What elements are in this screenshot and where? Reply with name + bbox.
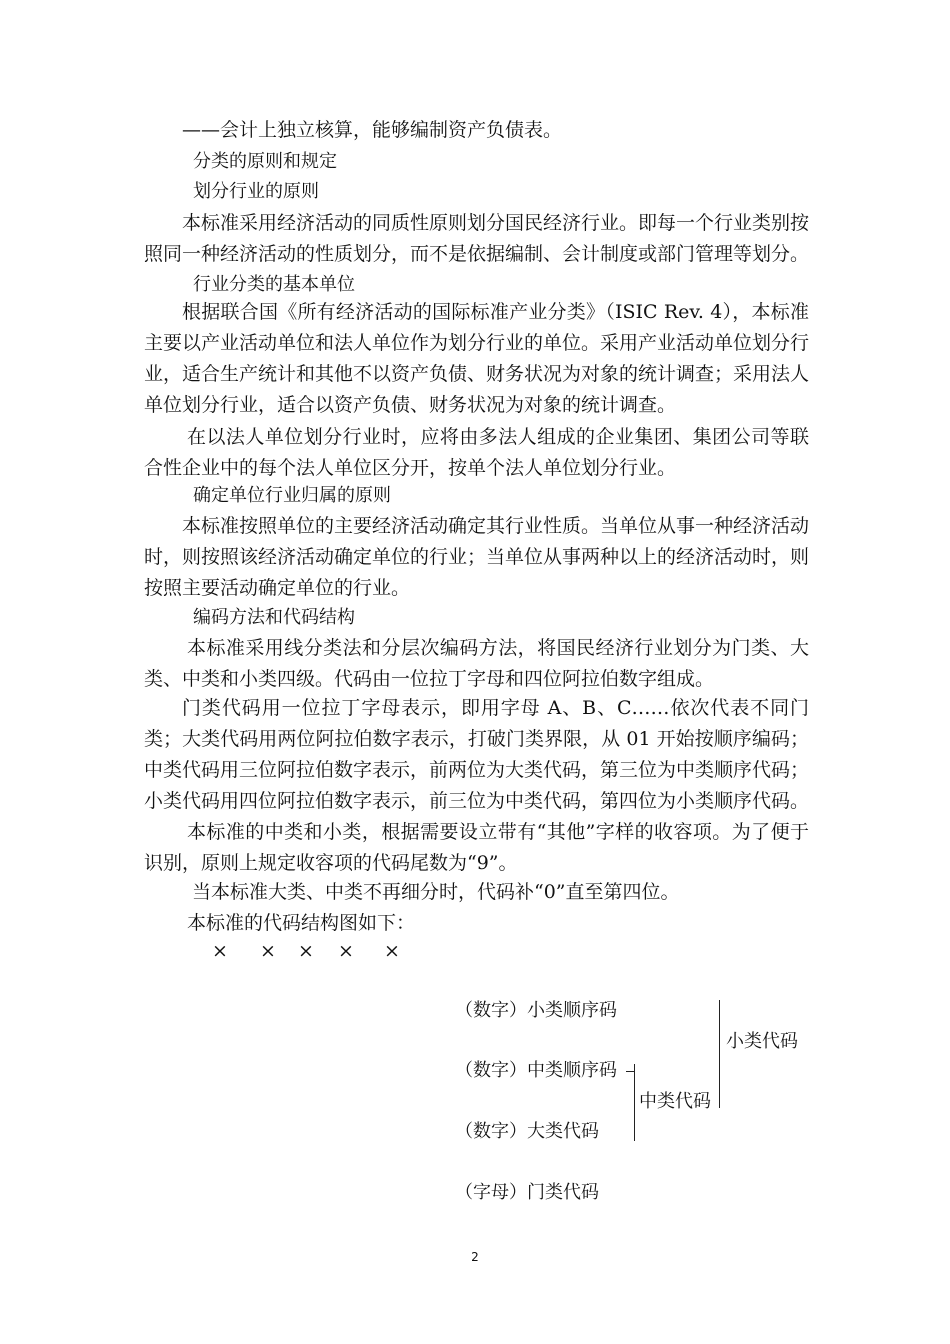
code-symbol: × (260, 940, 276, 962)
paragraph-zero-padding: 当本标准大类、中类不再细分时，代码补“0”直至第四位。 (192, 881, 680, 903)
accounting-line: ——会计上独立核算，能够编制资产负债表。 (182, 119, 563, 141)
code-symbol: × (298, 940, 314, 962)
paragraph-structure-intro: 本标准的代码结构图如下： (187, 912, 416, 934)
label-major-class: （数字）大类代码 (455, 1121, 599, 1142)
bracket-label-midclass: 中类代码 (639, 1091, 711, 1112)
midclass-bracket-line (634, 1064, 635, 1141)
page-number: 2 (471, 1250, 479, 1264)
paragraph-line-classification: 本标准采用线分类法和分层次编码方法，将国民经济行业划分为门类、大类、中类和小类四级。代码由一位拉丁字母和四位阿拉伯数字组成。 (144, 637, 809, 690)
code-symbol: × (384, 940, 400, 962)
code-symbol: × (338, 940, 354, 962)
label-subclass-sequence: （数字）小类顺序码 (455, 1000, 617, 1021)
heading-classification-principles: 分类的原则和规定 (193, 151, 337, 172)
subclass-bracket-line (719, 1000, 720, 1108)
bracket-label-subclass: 小类代码 (726, 1031, 798, 1052)
paragraph-code-levels: 门类代码用一位拉丁字母表示，即用字母 A、B、C……依次代表不同门类；大类代码用两位阿拉伯数字表示，打破门类界限，从 01 开始按顺序编码；中类代码用三位阿拉伯数字表示，前两位为大类代码，第三位为中类顺序代码；小类代码用四位阿拉伯数字表示，前三位为中类代码，第四位为小类顺序代码。 (144, 697, 810, 812)
heading-industry-division-principle: 划分行业的原则 (193, 181, 319, 202)
label-section: （字母）门类代码 (455, 1182, 599, 1203)
label-midclass-sequence: （数字）中类顺序码 (455, 1060, 617, 1081)
paragraph-main-activity: 本标准按照单位的主要经济活动确定其行业性质。当单位从事一种经济活动时，则按照该经济活动确定单位的行业；当单位从事两种以上的经济活动时，则按照主要活动确定单位的行业。 (144, 515, 810, 599)
heading-basic-unit: 行业分类的基本单位 (193, 274, 355, 295)
heading-unit-industry-attribution: 确定单位行业归属的原则 (193, 485, 391, 506)
paragraph-isic: 根据联合国《所有经济活动的国际标准产业分类》（ISIC Rev. 4），本标准主要以产业活动单位和法人单位作为划分行业的单位。采用产业活动单位划分行业，适合生产统计和其他不以资产负债、财务状况为对象的统计调查；采用法人单位划分行业，适合以资产负债、财务状况为对象的统计调查。 (144, 301, 810, 416)
heading-coding-method: 编码方法和代码结构 (193, 607, 355, 628)
code-symbol: × (212, 940, 228, 962)
paragraph-other-items: 本标准的中类和小类，根据需要设立带有“其他”字样的收容项。为了便于识别，原则上规定收容项的代码尾数为“9”。 (144, 821, 809, 874)
paragraph-homogeneity: 本标准采用经济活动的同质性原则划分国民经济行业。即每一个行业类别按照同一种经济活动的性质划分，而不是依据编制、会计制度或部门管理等划分。 (144, 212, 810, 265)
paragraph-legal-unit: 在以法人单位划分行业时，应将由多法人组成的企业集团、集团公司等联合性企业中的每个法人单位区分开，按单个法人单位划分行业。 (144, 426, 809, 479)
